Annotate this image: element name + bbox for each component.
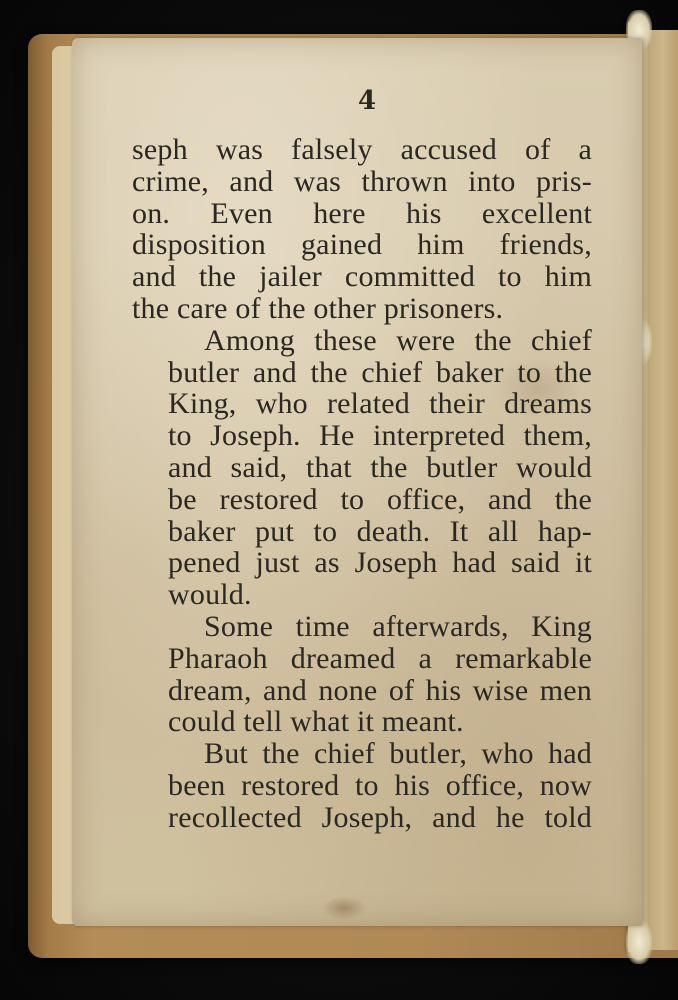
text-line: butler and the chief baker to the (168, 355, 592, 389)
text-line: and the jailer committed to him (132, 260, 592, 294)
book-page (72, 38, 642, 926)
text-line: But the chief butler, who had (204, 737, 592, 771)
text-line: Among these were the chief (204, 323, 592, 357)
facing-page-edge (648, 30, 678, 950)
text-line: King, who related their dreams (168, 387, 592, 421)
paragraph (132, 325, 592, 611)
text-line: crime, and was thrown into pris- (132, 164, 592, 198)
text-line: Pharaoh dreamed a remarkable (168, 641, 592, 675)
page-text (132, 134, 592, 834)
paragraph (132, 738, 592, 833)
text-line: seph was falsely accused of a (132, 133, 592, 166)
text-line: would. (168, 578, 252, 612)
text-line: dream, and none of his wise men (168, 673, 592, 707)
text-line: disposition gained him friends, (132, 228, 592, 262)
page-stain (322, 896, 366, 920)
text-line: to Joseph. He interpreted them, (168, 419, 592, 453)
text-line: pened just as Joseph had said it (168, 546, 592, 580)
text-line: the care of the other prisoners. (132, 291, 504, 325)
text-line: could tell what it meant. (168, 705, 464, 739)
text-line: be restored to office, and the (168, 482, 592, 516)
text-line: been restored to his office, now (168, 768, 592, 802)
paragraph (132, 611, 592, 738)
binding-thread-bottom (626, 920, 652, 964)
text-line: Some time afterwards, King (204, 609, 592, 643)
page-number: 4 (357, 86, 377, 116)
text-line: recollected Joseph, and he told (168, 800, 592, 834)
text-line: baker put to death. It all hap- (168, 514, 592, 548)
text-line: on. Even here his excellent (132, 196, 592, 230)
paragraph (132, 134, 592, 325)
text-line: and said, that the butler would (168, 450, 592, 484)
